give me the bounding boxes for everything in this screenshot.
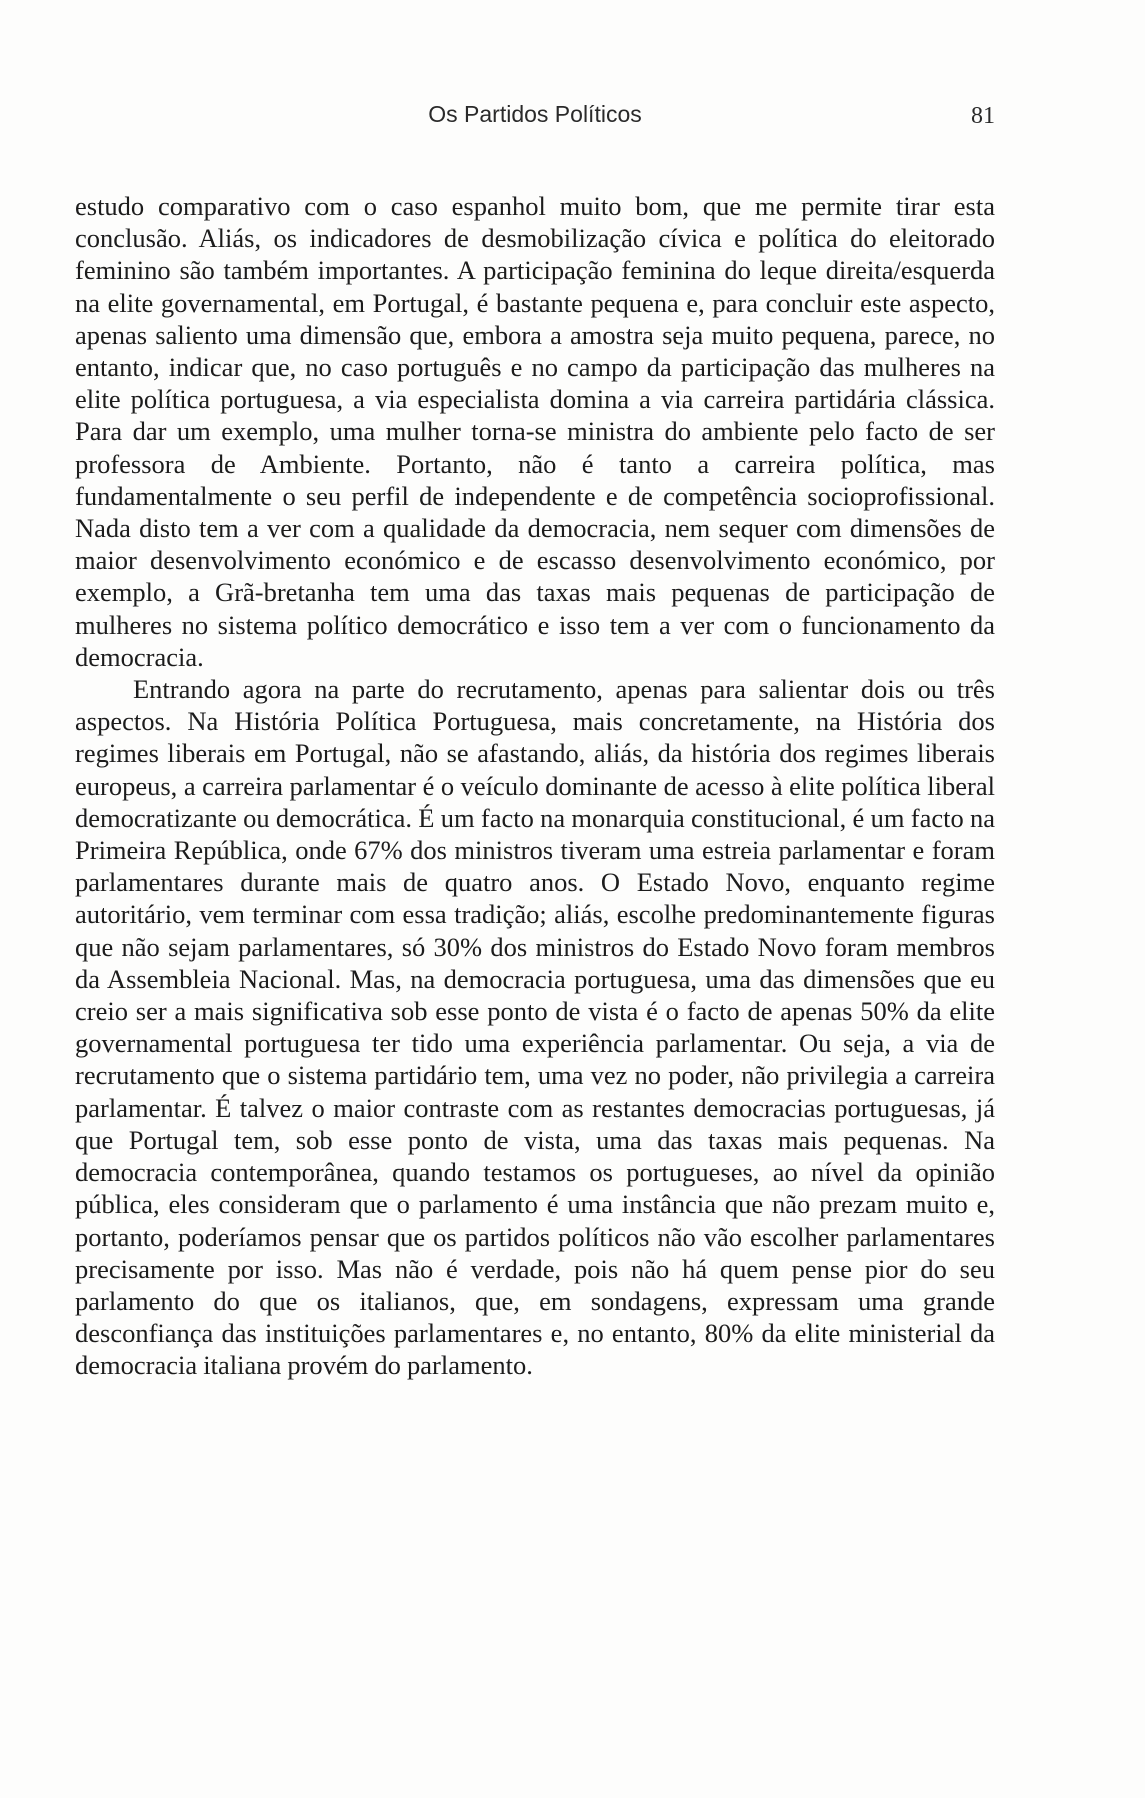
running-title: Os Partidos Políticos xyxy=(428,101,642,127)
paragraph-1: estudo comparativo com o caso espanhol muito bom, que me permite tirar esta conclusão. Aliás, os indicadores de desmobilização cívica e política do eleitorado feminino são também importantes. A participação feminina do leque direita/esquerda na elite governamental, em Portugal, é bastante pequena e, para concluir este aspecto, apenas saliento uma dimensão que, embora a amostra seja muito pequena, parece, no entanto, indicar que, no caso português e no campo da participação das mulheres na elite política portuguesa, a via especialista domina a via carreira partidária clássica. Para dar um exemplo, uma mulher torna-se ministra do ambiente pelo facto de ser professora de Ambiente. Portanto, não é tanto a carreira política, mas fundamentalmente o seu perfil de independente e de competência socioprofissional. Nada disto tem a ver com a qualidade da democracia, nem sequer com dimensões de maior desenvolvimento económico e de escasso desenvolvimento económico, por exemplo, a Grã-bretanha tem uma das taxas mais pequenas de participação de mulheres no sistema político democrático e isso tem a ver com o funcionamento da democracia. xyxy=(75,191,995,672)
paragraph-2: Entrando agora na parte do recrutamento, apenas para salientar dois ou três aspectos. Na História Política Portuguesa, mais concretamente, na História dos regimes liberais em Portugal, não se afastando, aliás, da história dos regimes liberais europeus, a carreira parlamentar é o veículo dominante de acesso à elite política liberal democratizante ou democrática. É um facto na monarquia constitucional, é um facto na Primeira República, onde 67% dos ministros tiveram uma estreia parlamentar e foram parlamentares durante mais de quatro anos. O Estado Novo, enquanto regime autoritário, vem terminar com essa tradição; aliás, escolhe predominantemente figuras que não sejam parlamentares, só 30% dos ministros do Estado Novo foram membros da Assembleia Nacional. Mas, na democracia portuguesa, uma das dimensões que eu creio ser a mais significativa sob esse ponto de vista é o facto de apenas 50% da elite governamental portuguesa ter tido uma experiência parlamentar. Ou seja, a via de recrutamento que o sistema partidário tem, uma vez no poder, não privilegia a carreira parlamentar. É talvez o maior contraste com as restantes democracias portuguesas, já que Portugal tem, sob esse ponto de vista, uma das taxas mais pequenas. Na democracia contemporânea, quando testamos os portugueses, ao nível da opinião pública, eles consideram que o parlamento é uma instância que não prezam muito e, portanto, poderíamos pensar que os partidos políticos não vão escolher parlamentares precisamente por isso. Mas não é verdade, pois não há quem pense pior do seu parlamento do que os italianos, que, em sondagens, expressam uma grande desconfiança das instituições parlamentares e, no entanto, 80% da elite ministerial da democracia italiana provém do parlamento. xyxy=(75,674,995,1381)
body-text xyxy=(75,190,995,1382)
running-header xyxy=(75,98,995,130)
page-number: 81 xyxy=(971,103,995,129)
